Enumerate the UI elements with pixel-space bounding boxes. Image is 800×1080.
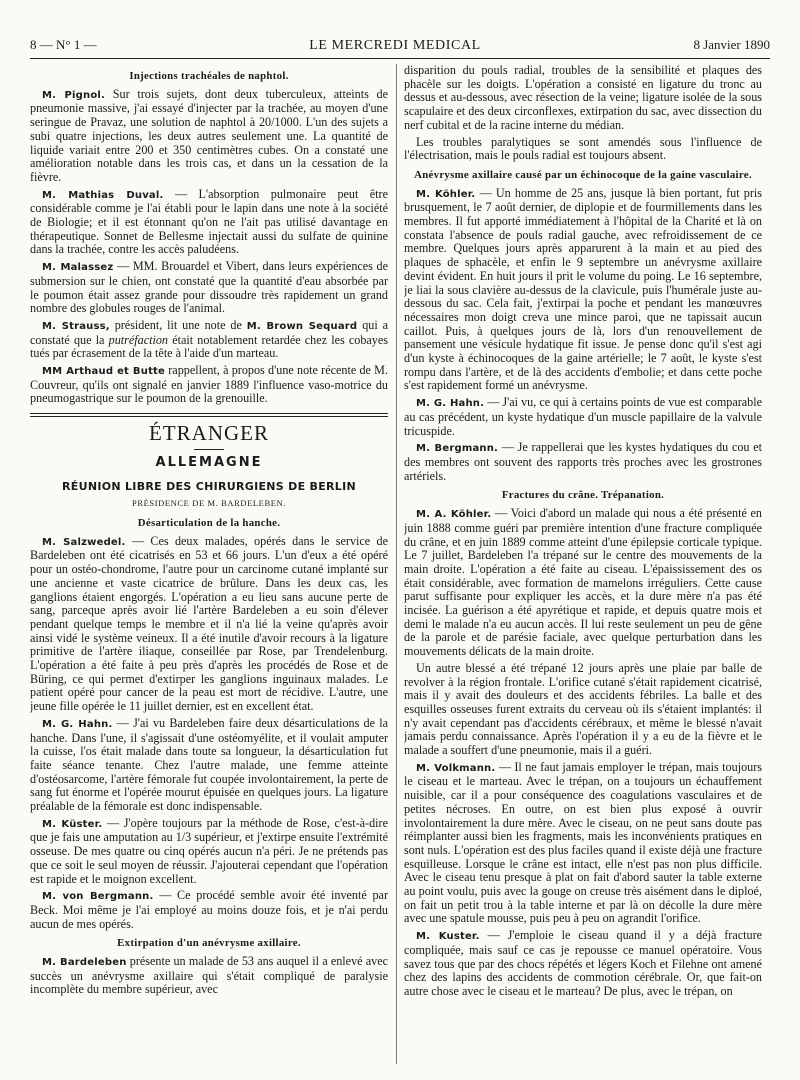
section-heading: Anévrysme axillaire causé par un échinocoque de la gaine vasculaire. (414, 168, 752, 181)
speaker-name: M. G. Hahn. (42, 718, 113, 730)
section-heading: Désarticulation de la hanche. (137, 516, 281, 529)
journal-title: LE MERCREDI MEDICAL (309, 38, 481, 53)
country-heading: ALLEMAGNE (155, 454, 263, 470)
speaker-name: M. Bardeleben (42, 957, 127, 969)
speaker-name: MM Arthaud et Butte (42, 366, 166, 378)
paragraph: Un autre blessé a été trépané 12 jours après une plaie par balle de revolver à la région frontale. L'orifice cutané s'était rapidement cicatrisé, mais il y avait des douleurs et des accidents fébriles. La balle et des esquilles osseuses furent extraits du cerveau où ils s'étaient implantés: il n'y avait cependant pas d'accidents cérébraux, et même le blessé n'avait jamais perdu connaissance. Après l'opération il y a eu de la fièvre et le malade a souffert d'une pneumonie, mais il a guéri. (404, 660, 762, 758)
speaker-name: M. Strauss, (42, 320, 110, 332)
short-rule (194, 449, 224, 450)
speaker-name: M. Malassez (42, 262, 114, 274)
speaker-name: M. Küster. (42, 818, 103, 830)
section-rule (30, 413, 388, 417)
speaker-name: M. Salzwedel. (42, 536, 126, 548)
speaker-name: M. G. Hahn. (416, 398, 485, 410)
speaker-name: M. Bergmann. (416, 443, 499, 455)
section-title: ÉTRANGER (149, 421, 269, 446)
paragraph: M. G. Hahn. — J'ai vu Bardeleben faire deux désarticulations de la hanche. Dans l'une, il s'agissait d'une ostéomyélite, et il voulait amputer la cuisse, l'os était malade dans toute sa longueur, la désarticulation fut faite séance tenante. Chez l'autre malade, une femme atteinte d'ostéosarcome, l'artère fémorale fut coupée involontairement, la perte de sang fut énorme et l'opérée mourut épuisée en quelques jours. La ligature préalable de la fémorale est donc indispensable. (30, 715, 388, 814)
section-heading: Fractures du crâne. Trépanation. (501, 489, 665, 502)
speaker-name: M. Kuster. (416, 931, 480, 943)
section-heading: Injections trachéales de naphtol. (129, 70, 289, 82)
paragraph: M. Salzwedel. — Ces deux malades, opérés dans le service de Bardeleben ont été cicatrisés en 53 et 66 jours. L'un d'eux a été opéré pour un ostéo-chondrome, l'autre pour un carcinome cutané implanté sur une ancienne et vaste cicatrice de brûlure. Dans les deux cas, les ganglions étaient engorgés. L'opération a eu lieu sans aucune perte de sang, parceque après avoir lié l'artère Bardeleben a eu soin d'élever pendant quelque temps le membre et il n'a lié la veine qu'après avoir ainsi vidé le système veineux. Il a été inutile d'avoir recours à la ligature primitive de l'artère iliaque, conseillée par Rose, par Trendelenburg. L'opération a été faite à peu près d'après les procédés de Rose et de Büring, ce qui permet d'extirper les ganglions inguinaux malades. Le patient opéré pour cancer de la peau est mort de récidive. L'autre, une jeune fille opérée le 11 juillet dernier, est en excellent état. (30, 533, 388, 714)
paragraph: M. G. Hahn. — J'ai vu, ce qui à certains points de vue est comparable au cas précédent, un kyste hydatique d'un muscle papillaire de la valvule tricuspide. (404, 395, 762, 438)
right-column (404, 64, 762, 1074)
page-number: 8 — N° 1 — (30, 37, 97, 52)
paragraph: M. Köhler. — Un homme de 25 ans, jusque là bien portant, fut pris brusquement, le 7 août dernier, de diplopie et de fourmillements dans les membres. Il fut apporté immédiatement à l'hôpital de la Charité et là on constata l'absence de pouls radial gauche, avec refroidissement de ce membre. Quelques jours après apparurent à la main et au pied des plaques de sphacèle, et enfin le 9 septembre un anévrysme axillaire devint évident. En huit jours il prit le volume du poing. Le 16 septembre, je liai la sous clavière au-dessus de la clavicule, puis l'humérale juste au-dessous du sac. Cela fait, j'extirpai la poche et pendant les manœuvres nécessaires mon doigt creva une mince paroi, que ne tapissait aucun caillot. Puis, à quelques jours de là, lors d'un renouvellement de pansement une vésicule hydatique fit issue. Je pense donc qu'il s'est agi d'un kyste à échinocoques de la gaine artérielle; le 7 août, le kyste s'est rompu dans l'artère, et de là des accidents d'embolie; et dans cette poche s'est rapidement formé un anévrysme. (404, 185, 762, 393)
paragraph: Les troubles paralytiques se sont amendés sous l'influence de l'électrisation, mais le pouls radial est toujours absent. (404, 134, 762, 163)
speaker-name: M. Köhler. (416, 188, 476, 200)
paragraph: M. Pignol. Sur trois sujets, dont deux tuberculeux, atteints de pneumonie massive, j'ai essayé d'injecter par la trachée, au moyen d'une seringue de Pravaz, une solution de naphtol à 20/1000. L'un des sujets a subi quatre injections, les deux autres seulement une. La quantité de liquide variait entre 200 et 350 centimètres cubes. On a constaté une amélioration notable dans les trois cas, et dans un la cessation de la fièvre. (30, 86, 388, 184)
issue-date: 8 Janvier 1890 (693, 37, 770, 52)
paragraph: M. Volkmann. — Il ne faut jamais employer le trépan, mais toujours le ciseau et le marteau. Avec le trépan, on a toujours un échauffement nuisible, car il a pour conséquence des coagulations vasculaires et de petites nécroses. En outre, on est bien plus exposé à ouvrir involontairement la dure mère. Avec le ciseau, on ne peut sans doute pas réimplanter aussi bien les fragments, mais les inconvénients pratiques en sont nuls. L'opération est des plus faciles quand il existe déjà une fracture esquilleuse. Lorsque le crâne est intact, elle n'est pas non plus difficile. Avec le ciseau tenu presque à plat on fait d'abord sauter la table externe au point voulu, puis avec la gouge on creuse très aisément dans le diploé, on fait un petit trou à la table interne et par là on décolle la dure mère avec une spatule mousse, puis peu à peu on agrandit l'orifice. (404, 759, 762, 926)
presidency-line: PRÉSIDENCE DE M. BARDELEBEN. (132, 498, 286, 509)
speaker-name: M. Pignol. (42, 89, 106, 101)
paragraph: M. Bergmann. — Je rappellerai que les kystes hydatiques du cou et des membres ont souvent des rapports très proches avec les grostrones artériels. (404, 440, 762, 483)
left-column (30, 64, 388, 1074)
column-divider (396, 64, 397, 1064)
paragraph: M. A. Köhler. — Voici d'abord un malade qui nous a été présenté en juin 1888 comme guéri par première intention d'une fracture compliquée du crâne, et en juin 1889 comme atteint d'une épilepsie corticale typique. Le 7 juillet, Bardeleben l'a trépané sur le centre des mouvements de la main droite. L'opération a été faite au ciseau. L'épaississement des os était considérable, avec formation de mamelons irréguliers. Cette cause parut suffisante pour expliquer les accès, et la dure mère n'a pas été incisée. La guérison a été apyrétique et rapide, et depuis quatre mois et demi le malade n'a eu aucun accès. Il lui reste seulement un peu de gêne de la parole et de parésie faciale, avec quelque perturbation dans les mouvements délicats de la main droite. (404, 506, 762, 659)
speaker-name: M. von Bergmann. (42, 891, 154, 903)
paragraph: M. von Bergmann. — Ce procédé semble avoir été inventé par Beck. Moi même je l'ai employé au moins douze fois, et je n'ai perdu aucun de mes opérés. (30, 888, 388, 931)
speaker-name: M. Volkmann. (416, 762, 496, 774)
paragraph: M. Bardeleben présente un malade de 53 ans auquel il a enlevé avec succès un anévrysme axillaire qui s'était compliqué de paralysie incomplète du membre supérieur, avec (30, 954, 388, 997)
paragraph: MM Arthaud et Butte rappellent, à propos d'une note récente de M. Couvreur, qu'ils ont signalé en janvier 1889 l'influence vaso-motrice du pneumogastrique sur le poumon de la grenouille. (30, 363, 388, 406)
paragraph: M. Malassez — MM. Brouardel et Vibert, dans leurs expériences de submersion sur le chien, ont constaté que la quantité d'eau absorbée par le poumon était assez grande pour dissoudre très rapidement un grand nombre des globules rouges de l'animal. (30, 259, 388, 316)
paragraph: M. Strauss, président, lit une note de M. Brown Sequard qui a constaté que la putréfaction était notablement retardée chez les cobayes tués par écrasement de la tête à l'aide d'un marteau. (30, 317, 388, 361)
paragraph: disparition du pouls radial, troubles de la sensibilité et plaques des phacèle sur les doigts. L'opération a consisté en ligature du tronc au dessus et au-dessous, avec résection de la veine; ligature isolée de la sous scapulaire et des deux circonflexes, extirpation du sac, avec dissection du nerf cubital et de la racine interne du médian. (404, 64, 762, 132)
paragraph: M. Mathias Duval. — L'absorption pulmonaire peut être considérable comme je l'ai établi pour le lapin dans une note à la société de Biologie; et il est étonnant qu'on ne l'ait pas utilisé davantage en thérapeutique. Sonnet de Bellesme injectait aussi du sulfate de quinine dans la trachée, contre les accès paludéens. (30, 186, 388, 257)
paragraph: M. Küster. — J'opère toujours par la méthode de Rose, c'est-à-dire que je fais une amputation au 1/3 supérieur, et j'extirpe ensuite l'extrémité osseuse. De mes quatre ou cinq opérés aucun n'a péri. Je ne prétends pas que ce soit le seul moyen de réussir. J'ajouterai cependant que l'opération est rapide et le moignon excellent. (30, 815, 388, 886)
paragraph: M. Kuster. — J'emploie le ciseau quand il y a déjà fracture compliquée, mais sauf ce cas je repousse ce manuel opératoire. Vous savez tous que par des chocs répétés et légers Koch et Filehne ont amené chez des lapins des accidents de commotion cérébrale. Or, que fait-on autre chose avec le ciseau et le marteau? De plus, avec le trépan, on (404, 928, 762, 998)
society-heading: RÉUNION LIBRE DES CHIRURGIENS DE BERLIN (62, 479, 356, 493)
speaker-name: M. Brown Sequard (246, 320, 358, 332)
speaker-name: M. Mathias Duval. (42, 189, 164, 201)
section-heading: Extirpation d'un anévrysme axillaire. (117, 937, 301, 950)
header-rule (30, 58, 770, 59)
speaker-name: M. A. Köhler. (416, 509, 492, 521)
page-header (30, 37, 770, 59)
